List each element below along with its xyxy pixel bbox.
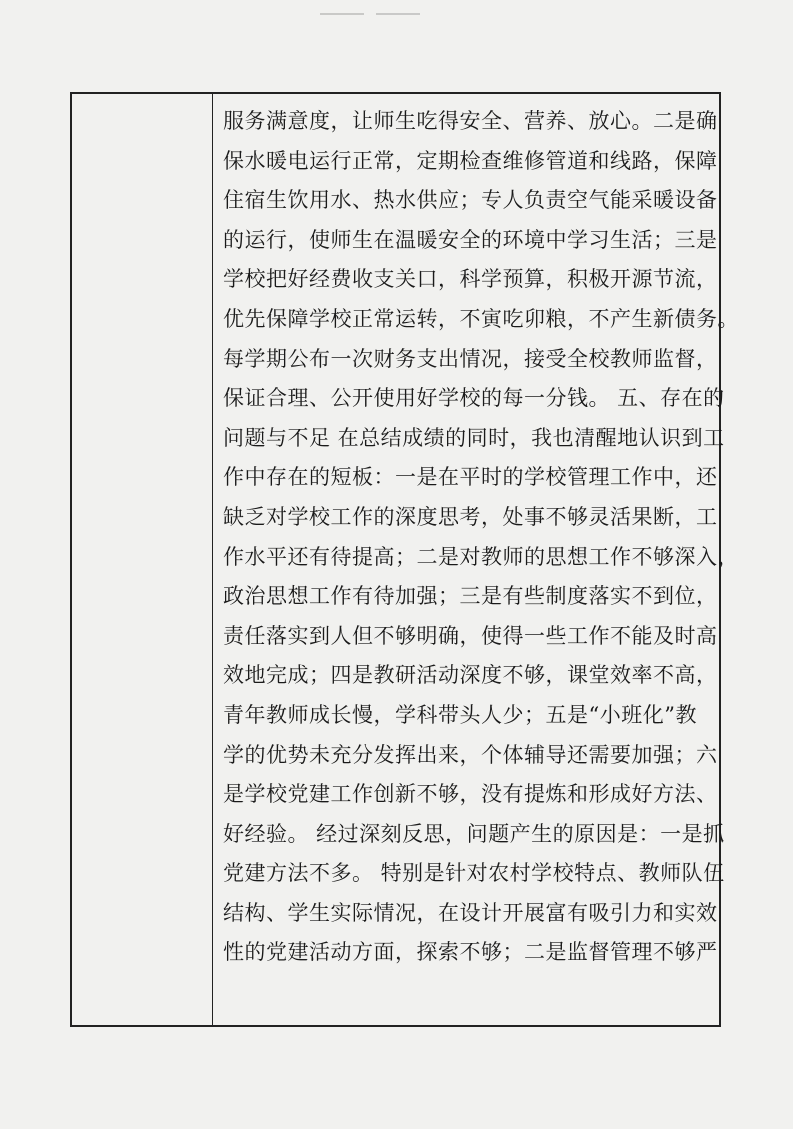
- text-line: 问题与不足 在总结成绩的同时，我也清醒地认识到工: [223, 425, 725, 450]
- text-line: 青年教师成长慢，学科带头人少；五是“小班化”教: [223, 702, 697, 727]
- text-line: 学校把好经费收支关口，科学预算，积极开源节流，: [223, 267, 718, 292]
- text-line: 是学校党建工作创新不够，没有提炼和形成好方法、: [223, 782, 718, 807]
- text-line: 优先保障学校正常运转，不寅吃卯粮，不产生新债务。: [223, 306, 739, 331]
- faded-header-mark: [320, 0, 440, 14]
- table-label-cell: [72, 94, 213, 1025]
- report-table: [70, 92, 739, 1027]
- text-line: 缺乏对学校工作的深度思考，处事不够灵活果断，工: [223, 504, 718, 529]
- text-line: 服务满意度，让师生吃得安全、营养、放心。二是确: [223, 109, 718, 133]
- text-line: 结构、学生实际情况，在设计开展富有吸引力和实效: [223, 900, 718, 925]
- text-line: 学的优势未充分发挥出来，个体辅导还需要加强；六: [223, 742, 718, 767]
- text-line: 性的党建活动方面，探索不够；二是监督管理不够严: [223, 940, 718, 965]
- text-line: 的运行，使师生在温暖安全的环境中学习生活；三是: [223, 227, 718, 252]
- text-line: 保水暖电运行正常，定期检查维修管道和线路，保障: [223, 148, 718, 173]
- text-line: 作中存在的短板：一是在平时的学校管理工作中，还: [223, 465, 718, 490]
- text-line: 效地完成；四是教研活动深度不够，课堂效率不高，: [223, 663, 718, 688]
- text-line: 每学期公布一次财务支出情况，接受全校教师监督，: [223, 346, 718, 371]
- text-line: 责任落实到人但不够明确，使得一些工作不能及时高: [223, 623, 718, 648]
- text-line: 政治思想工作有待加强；三是有些制度落实不到位，: [223, 584, 718, 609]
- text-line: 党建方法不多。 特别是针对农村学校特点、教师队伍: [223, 861, 725, 886]
- table-content-cell: [213, 94, 739, 1025]
- text-line: 住宿生饮用水、热水供应；专人负责空气能采暖设备: [223, 188, 718, 213]
- text-line: 保证合理、公开使用好学校的每一分钱。 五、存在的: [223, 386, 725, 411]
- text-line: 作水平还有待提高；二是对教师的思想工作不够深入，: [223, 544, 739, 569]
- text-line: 好经验。 经过深刻反思，问题产生的原因是：一是抓: [223, 821, 725, 846]
